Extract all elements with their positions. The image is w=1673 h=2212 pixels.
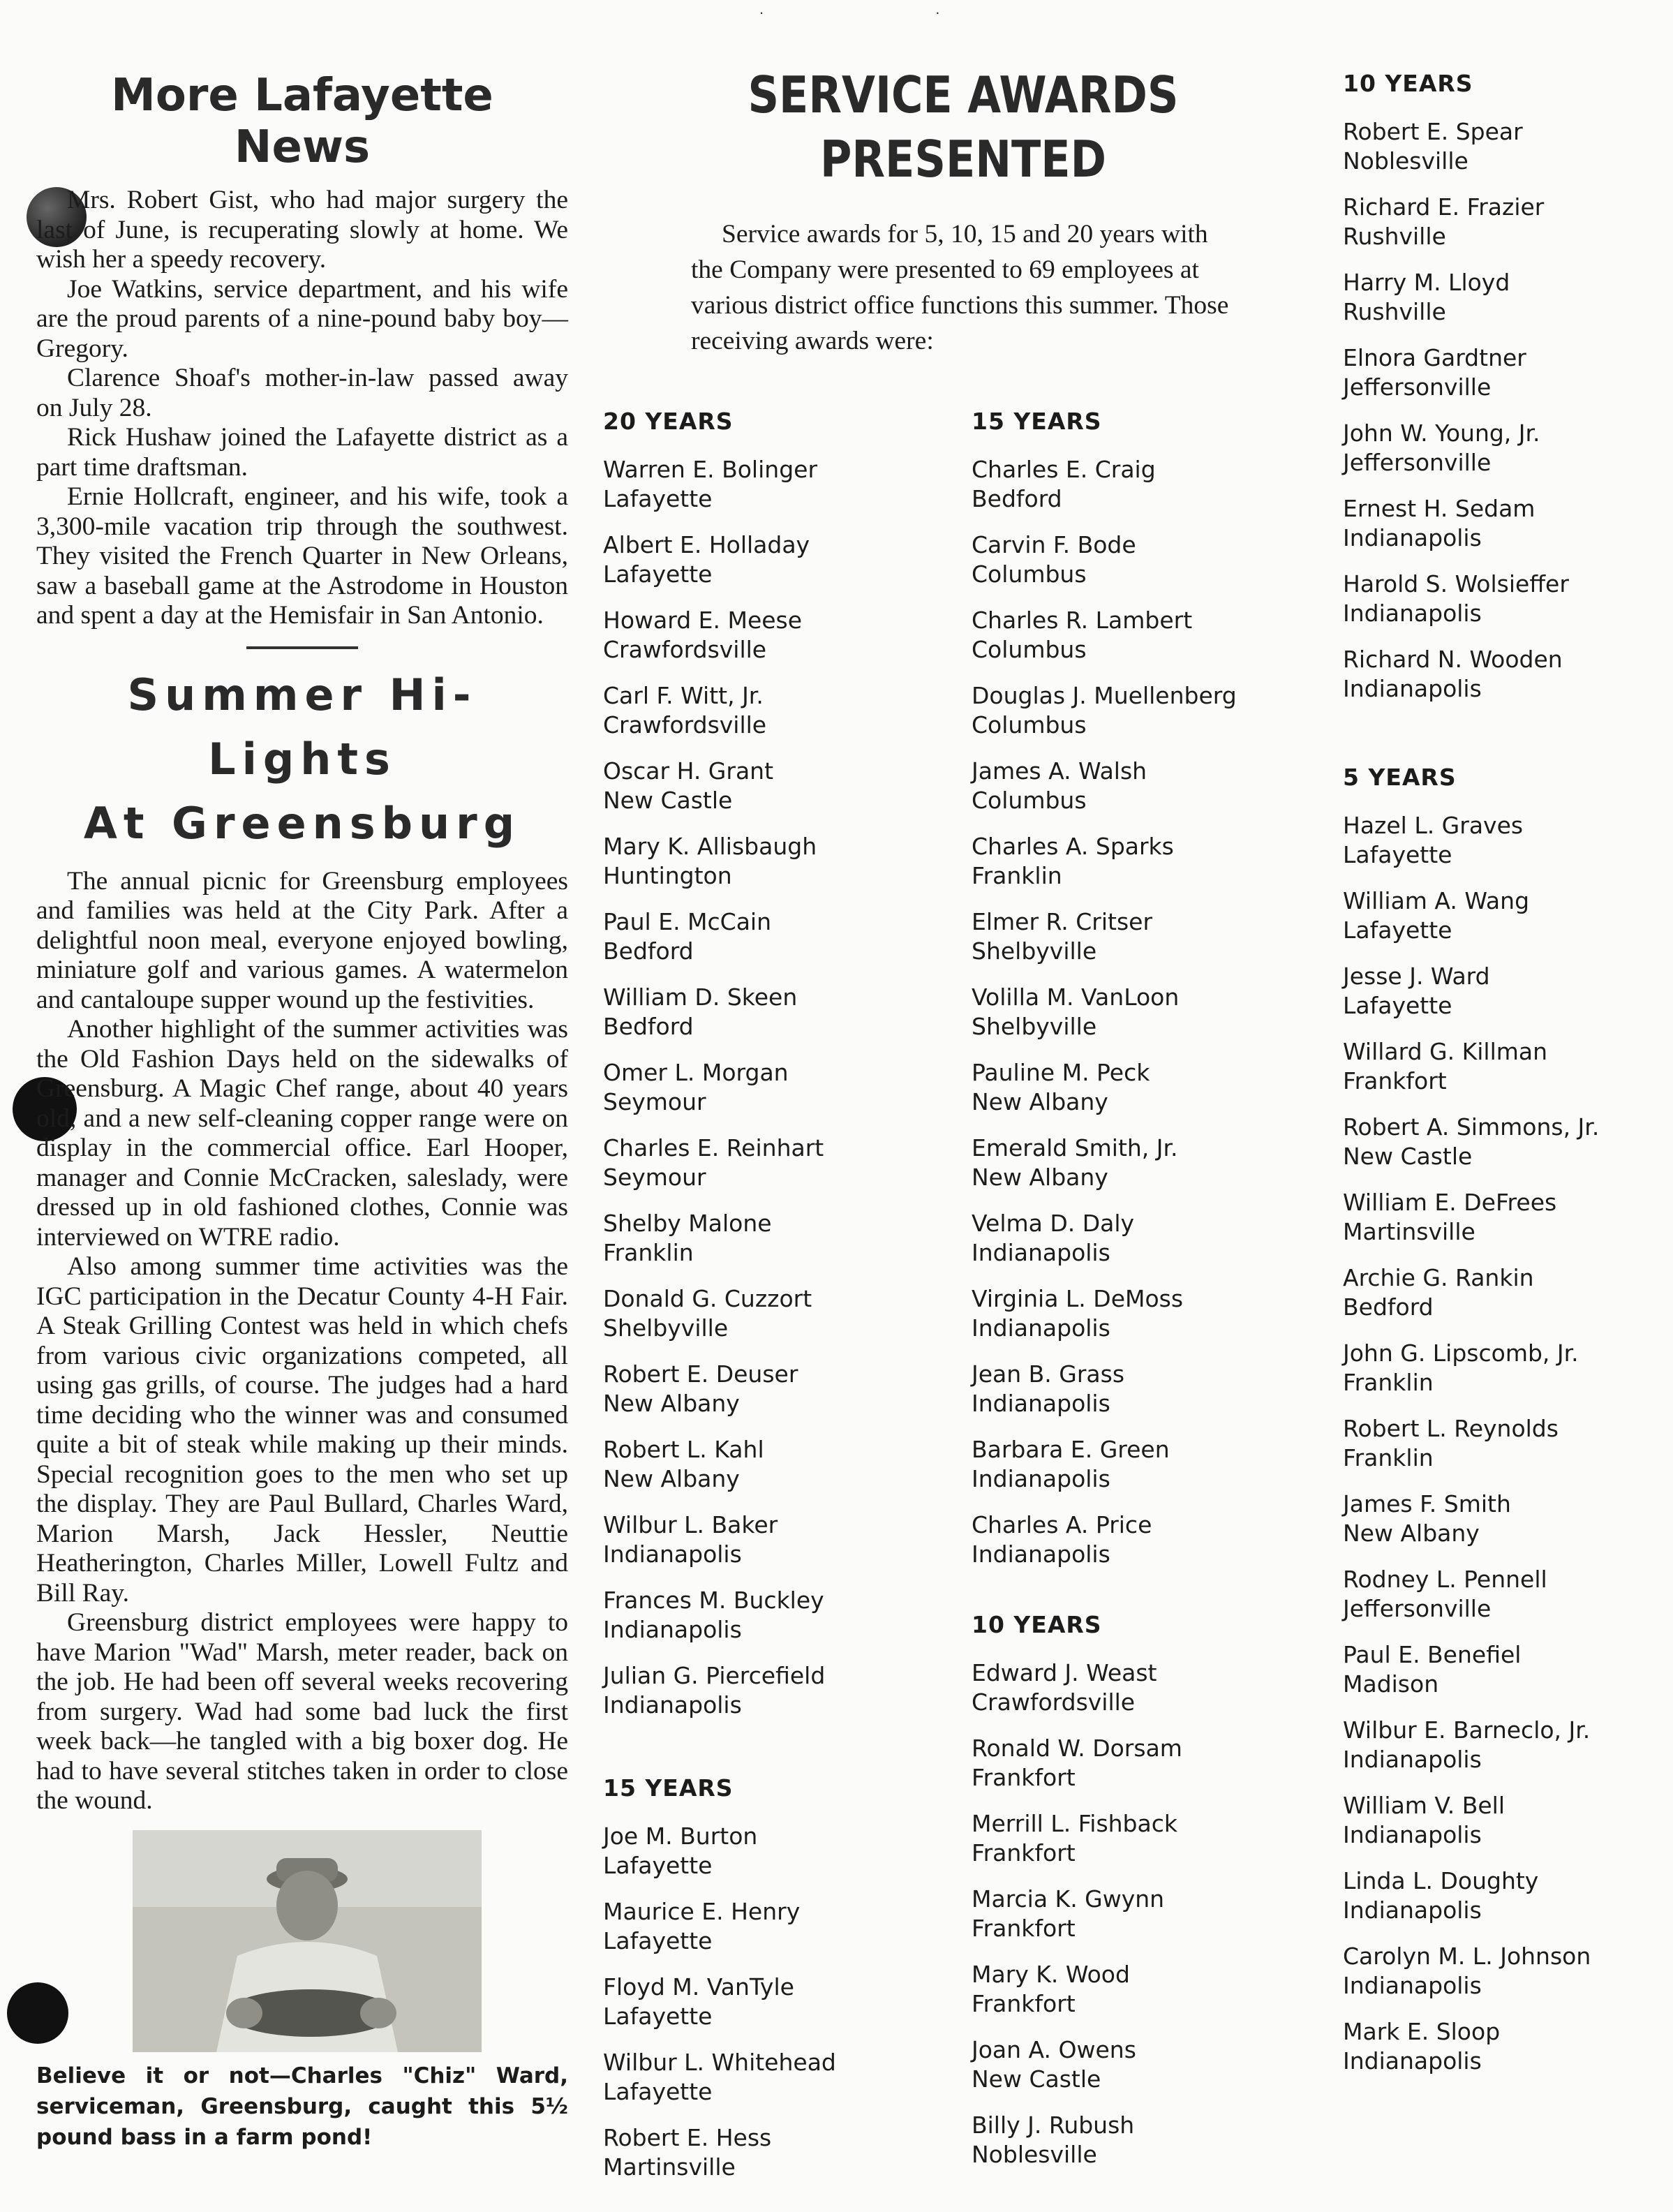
recipient-location: Lafayette (603, 2003, 713, 2030)
recipient-location: Columbus (972, 787, 1087, 814)
recipient-location: Franklin (972, 862, 1062, 889)
recipient-name: Charles E. Reinhart (603, 1134, 824, 1161)
recipient-name: Wilbur E. Barneclo, Jr. (1343, 1716, 1591, 1744)
page-top-marks: . . (759, 0, 1024, 17)
recipient-name: Linda L. Doughty (1343, 1867, 1539, 1894)
award-entry (603, 1209, 836, 1268)
award-entry (972, 907, 1237, 966)
award-entry (972, 1435, 1237, 1494)
award-entry (1343, 1565, 1599, 1624)
award-entry (972, 832, 1237, 891)
award-entry (972, 681, 1237, 740)
recipient-location: Columbus (972, 561, 1087, 588)
recipient-location: Indianapolis (972, 1541, 1110, 1568)
award-entry (603, 1897, 836, 1956)
award-entry (1343, 1490, 1599, 1548)
section-heading: 15 YEARS (972, 408, 1102, 435)
award-entry (603, 1973, 836, 2031)
recipient-name: Emerald Smith, Jr. (972, 1134, 1178, 1161)
award-list (1343, 117, 1599, 704)
recipient-location: New Albany (603, 1390, 740, 1417)
recipient-location: Huntington (603, 862, 732, 889)
fisherman-photo (133, 1830, 482, 2052)
service-awards-header (691, 63, 1235, 359)
recipient-location: Noblesville (1343, 147, 1468, 175)
award-entry (603, 832, 836, 891)
recipient-name: Robert E. Deuser (603, 1360, 798, 1388)
recipient-location: Lafayette (603, 485, 713, 512)
award-entry (603, 455, 836, 514)
award-entry (1343, 1716, 1599, 1774)
recipient-name: Robert A. Simmons, Jr. (1343, 1113, 1600, 1141)
recipient-name: Shelby Malone (603, 1210, 772, 1237)
recipient-location: Shelbyville (972, 1013, 1097, 1040)
award-entry (972, 1809, 1237, 1868)
recipient-name: Willard G. Killman (1343, 1038, 1548, 1065)
award-entry (603, 1661, 836, 1720)
recipient-location: Jeffersonville (1343, 1595, 1492, 1622)
recipient-name: Charles A. Sparks (972, 833, 1174, 860)
recipient-location: Madison (1343, 1670, 1439, 1698)
award-entry (972, 983, 1237, 1041)
recipient-name: Maurice E. Henry (603, 1898, 801, 1925)
award-entry (972, 1885, 1237, 1943)
recipient-location: Indianapolis (1343, 1821, 1482, 1848)
award-entry (603, 606, 836, 665)
recipient-location: Frankfort (972, 1990, 1076, 2017)
recipient-name: Carvin F. Bode (972, 531, 1136, 558)
recipient-location: Jeffersonville (1343, 449, 1492, 476)
recipient-location: Lafayette (603, 1852, 713, 1879)
recipient-name: Merrill L. Fishback (972, 1810, 1177, 1837)
recipient-name: Archie G. Rankin (1343, 1264, 1534, 1291)
award-entry (603, 1058, 836, 1117)
award-entry (1343, 1263, 1599, 1322)
recipient-name: Paul E. McCain (603, 908, 772, 935)
recipient-location: Bedford (603, 1013, 694, 1040)
greensburg-body (36, 867, 568, 1816)
recipient-name: James F. Smith (1343, 1490, 1511, 1517)
paragraph: Joe Watkins, service department, and his wife are the proud parents of a nine-pound baby boy—Gregory. (36, 274, 568, 363)
recipient-name: Harold S. Wolsieffer (1343, 570, 1569, 597)
recipient-location: Shelbyville (603, 1314, 729, 1342)
recipient-name: Robert L. Reynolds (1343, 1415, 1559, 1442)
recipient-name: Richard N. Wooden (1343, 646, 1563, 673)
recipient-name: Charles R. Lambert (972, 607, 1193, 634)
award-entry (972, 1209, 1237, 1268)
award-entry (1343, 811, 1599, 870)
recipient-name: Wilbur L. Whitehead (603, 2049, 836, 2076)
recipient-location: New Castle (603, 787, 733, 814)
recipient-name: John W. Young, Jr. (1343, 420, 1540, 447)
award-entry (1343, 1791, 1599, 1850)
recipient-location: Indianapolis (1343, 1746, 1482, 1773)
recipient-name: Douglas J. Muellenberg (972, 682, 1237, 709)
recipient-location: Jeffersonville (1343, 373, 1492, 401)
award-list (972, 455, 1237, 1569)
award-entry (1343, 1113, 1599, 1171)
award-entry (603, 1435, 836, 1494)
recipient-location: New Castle (972, 2065, 1101, 2093)
recipient-name: Velma D. Daly (972, 1210, 1135, 1237)
award-entry (972, 2035, 1237, 2094)
award-entry (603, 530, 836, 589)
recipient-location: New Albany (603, 1465, 740, 1492)
paragraph: Another highlight of the summer activities was the Old Fashion Days held on the sidewalks of Greensburg. A Magic Chef range, about 40 years old, and a new self-cleaning copper range were on display in the commercial office. Earl Hooper, manager and Connie McCracken, saleslady, were dressed up in old fashioned clothes, Connie was interviewed on WTRE radio. (36, 1015, 568, 1252)
recipient-location: Lafayette (1343, 916, 1452, 944)
recipient-location: Indianapolis (1343, 675, 1482, 702)
awards-column-3 (1343, 70, 1599, 2093)
award-entry (972, 1734, 1237, 1792)
recipient-name: Albert E. Holladay (603, 531, 810, 558)
award-entry (1343, 962, 1599, 1020)
recipient-location: Indianapolis (1343, 2047, 1482, 2074)
award-entry (1343, 1640, 1599, 1699)
award-entry (1343, 2017, 1599, 2076)
recipient-location: Crawfordsville (603, 636, 767, 663)
recipient-name: Robert E. Spear (1343, 118, 1523, 145)
recipient-name: Ronald W. Dorsam (972, 1735, 1182, 1762)
paragraph: Ernie Hollcraft, engineer, and his wife, took a 3,300-mile vacation trip through the southwest. They visited the French Quarter in New Orleans, saw a baseball game at the Astrodome in Houston and spent a day at the Hemisfair in San Antonio. (36, 482, 568, 630)
recipient-name: William V. Bell (1343, 1792, 1505, 1819)
section-heading: 10 YEARS (972, 1611, 1102, 1638)
left-column (36, 70, 568, 2153)
award-entry (972, 757, 1237, 815)
recipient-name: James A. Walsh (972, 757, 1147, 785)
recipient-name: Joan A. Owens (972, 2036, 1136, 2063)
award-entry (972, 2111, 1237, 2169)
award-entry (603, 1586, 836, 1645)
recipient-name: Jean B. Grass (972, 1360, 1125, 1388)
awards-column-1 (603, 408, 836, 2199)
fisherman-photo-image (133, 1830, 482, 2052)
paragraph: Clarence Shoaf's mother-in-law passed away on July 28. (36, 364, 568, 422)
recipient-name: Rodney L. Pennell (1343, 1566, 1547, 1593)
award-entry (972, 1360, 1237, 1418)
award-entry (972, 1134, 1237, 1192)
recipient-name: Joe M. Burton (603, 1823, 758, 1850)
recipient-location: Seymour (603, 1164, 706, 1191)
award-entry (603, 907, 836, 966)
award-entry (603, 757, 836, 815)
recipient-location: Indianapolis (972, 1239, 1110, 1266)
paragraph: The annual picnic for Greensburg employees and families was held at the City Park. After a delightful noon meal, everyone enjoyed bowling, miniature golf and various games. A watermelon and cantaloupe supper wound up the festivities. (36, 866, 568, 1014)
recipient-name: Billy J. Rubush (972, 2111, 1135, 2139)
paragraph: Rick Hushaw joined the Lafayette district as a part time draftsman. (36, 423, 568, 482)
recipient-name: Frances M. Buckley (603, 1587, 824, 1614)
recipient-name: Edward J. Weast (972, 1659, 1157, 1686)
recipient-location: Franklin (603, 1239, 694, 1266)
recipient-name: Wilbur L. Baker (603, 1511, 778, 1538)
award-entry (972, 1510, 1237, 1569)
recipient-location: Frankfort (972, 1764, 1076, 1791)
recipient-location: Indianapolis (603, 1691, 742, 1719)
section-heading: 20 YEARS (603, 408, 734, 435)
recipient-location: Indianapolis (972, 1314, 1110, 1342)
award-entry (1343, 645, 1599, 704)
recipient-location: New Albany (1343, 1520, 1480, 1547)
recipient-name: Floyd M. VanTyle (603, 1973, 794, 2001)
paragraph: Greensburg district employees were happy to have Marion "Wad" Marsh, meter reader, back on the job. He had been off several weeks recovering from surgery. Wad had some bad luck the first week back—he tangled with a big boxer dog. He had to have several stitches taken in order to close the wound. (36, 1608, 568, 1815)
recipient-name: William D. Skeen (603, 983, 798, 1011)
recipient-location: Seymour (603, 1088, 706, 1115)
award-entry (1343, 570, 1599, 628)
recipient-location: Martinsville (603, 2153, 736, 2181)
award-entry (603, 681, 836, 740)
recipient-name: Charles A. Price (972, 1511, 1152, 1538)
award-entry (603, 1510, 836, 1569)
recipient-location: Indianapolis (1343, 1972, 1482, 1999)
greensburg-title-line1: Summer Hi-Lights (127, 669, 477, 785)
recipient-location: Indianapolis (603, 1616, 742, 1643)
award-entry (603, 1360, 836, 1418)
recipient-name: Jesse J. Ward (1343, 963, 1490, 990)
recipient-name: Donald G. Cuzzort (603, 1285, 812, 1312)
award-entry (1343, 343, 1599, 402)
award-entry (1343, 419, 1599, 477)
recipient-name: Mary K. Wood (972, 1961, 1130, 1988)
recipient-name: Volilla M. VanLoon (972, 983, 1180, 1011)
recipient-location: Noblesville (972, 2141, 1097, 2168)
awards-column-2 (972, 408, 1237, 2186)
recipient-name: Paul E. Benefiel (1343, 1641, 1522, 1668)
recipient-location: Bedford (972, 485, 1062, 512)
recipient-name: Warren E. Bolinger (603, 456, 818, 483)
greensburg-title-line2: At Greensburg (83, 797, 521, 849)
paragraph: Mrs. Robert Gist, who had major surgery the last of June, is recuperating slowly at home. We wish her a speedy recovery. (36, 186, 568, 274)
recipient-name: Julian G. Piercefield (603, 1662, 826, 1689)
award-list (1343, 811, 1599, 2076)
recipient-name: Marcia K. Gwynn (972, 1885, 1165, 1913)
recipient-location: Shelbyville (972, 937, 1097, 965)
award-entry (972, 530, 1237, 589)
recipient-name: Robert L. Kahl (603, 1436, 764, 1463)
recipient-location: Frankfort (1343, 1067, 1447, 1094)
recipient-location: New Castle (1343, 1143, 1473, 1170)
recipient-name: Harry M. Lloyd (1343, 269, 1510, 296)
recipient-location: Indianapolis (972, 1390, 1110, 1417)
award-entry (1343, 494, 1599, 553)
recipient-location: Lafayette (1343, 841, 1452, 868)
recipient-location: Franklin (1343, 1444, 1434, 1471)
service-awards-title-line1: SERVICE AWARDS (748, 66, 1179, 124)
recipient-location: Lafayette (603, 1927, 713, 1954)
recipient-location: Lafayette (603, 561, 713, 588)
recipient-name: Mary K. Allisbaugh (603, 833, 817, 860)
recipient-location: Franklin (1343, 1369, 1434, 1396)
recipient-name: Carolyn M. L. Johnson (1343, 1943, 1591, 1970)
award-entry (603, 1822, 836, 1880)
section-heading: 5 YEARS (1343, 764, 1457, 791)
recipient-name: Elmer R. Critser (972, 908, 1153, 935)
service-awards-intro: Service awards for 5, 10, 15 and 20 years with the Company were presented to 69 employees at various district office functions this summer. Those receiving awards were: (691, 220, 1229, 355)
recipient-name: John G. Lipscomb, Jr. (1343, 1339, 1579, 1367)
award-entry (1343, 1188, 1599, 1247)
recipient-name: Omer L. Morgan (603, 1059, 789, 1086)
recipient-location: Martinsville (1343, 1218, 1475, 1245)
recipient-location: Indianapolis (1343, 1896, 1482, 1924)
recipient-location: Crawfordsville (603, 711, 767, 738)
recipient-name: Pauline M. Peck (972, 1059, 1150, 1086)
award-entry (972, 606, 1237, 665)
recipient-location: Rushville (1343, 223, 1446, 250)
award-entry (603, 983, 836, 1041)
award-entry (972, 1960, 1237, 2019)
award-entry (603, 2048, 836, 2107)
recipient-name: Howard E. Meese (603, 607, 803, 634)
award-entry (1343, 1866, 1599, 1925)
recipient-location: Crawfordsville (972, 1688, 1136, 1716)
recipient-name: Mark E. Sloop (1343, 2018, 1501, 2045)
award-entry (1343, 268, 1599, 327)
recipient-name: Hazel L. Graves (1343, 812, 1524, 839)
award-entry (1343, 886, 1599, 945)
recipient-name: William A. Wang (1343, 887, 1530, 914)
recipient-location: Rushville (1343, 298, 1446, 325)
recipient-location: Indianapolis (1343, 600, 1482, 627)
award-entry (972, 1058, 1237, 1117)
recipient-location: Frankfort (972, 1915, 1076, 1942)
award-entry (1343, 193, 1599, 251)
recipient-location: Indianapolis (1343, 524, 1482, 551)
award-list (972, 1658, 1237, 2169)
award-entry (1343, 117, 1599, 176)
recipient-name: Charles E. Craig (972, 456, 1156, 483)
lafayette-news-body (36, 186, 568, 631)
award-entry (1343, 1414, 1599, 1473)
recipient-location: Bedford (1343, 1293, 1434, 1321)
recipient-name: William E. DeFrees (1343, 1189, 1557, 1216)
award-entry (972, 1658, 1237, 1717)
recipient-name: Barbara E. Green (972, 1436, 1170, 1463)
award-entry (972, 1284, 1237, 1343)
award-entry (1343, 1339, 1599, 1397)
award-entry (1343, 1037, 1599, 1096)
recipient-location: Lafayette (603, 2078, 713, 2105)
recipient-location: Bedford (603, 937, 694, 965)
award-entry (603, 1284, 836, 1343)
recipient-name: Ernest H. Sedam (1343, 495, 1536, 522)
recipient-location: Columbus (972, 636, 1087, 663)
service-awards-title-line2: PRESENTED (819, 130, 1107, 188)
award-entry (603, 2123, 836, 2182)
recipient-name: Oscar H. Grant (603, 757, 774, 785)
recipient-location: Lafayette (1343, 992, 1452, 1019)
recipient-name: Richard E. Frazier (1343, 193, 1545, 221)
recipient-name: Carl F. Witt, Jr. (603, 682, 764, 709)
award-list (603, 455, 836, 1720)
award-entry (603, 1134, 836, 1192)
section-divider (246, 646, 358, 649)
lafayette-news-title: More Lafayette News (111, 70, 493, 173)
photo-caption: Believe it or not—Charles "Chiz" Ward, serviceman, Greensburg, caught this 5½ pound bass in a farm pond! (36, 2063, 568, 2150)
recipient-location: Indianapolis (603, 1541, 742, 1568)
recipient-name: Virginia L. DeMoss (972, 1285, 1184, 1312)
award-list (603, 1822, 836, 2182)
paragraph: Also among summer time activities was the IGC participation in the Decatur County 4-H Fair. A Steak Grilling Contest was held in which chefs from various civic organizations competed, all using gas grills, of course. The judges had a hard time deciding who the winner was and consumed quite a bit of steak while making up their minds. Special recognition goes to the men who set up the display. They are Paul Bullard, Charles Ward, Marion Marsh, Jack Hessler, Neuttie Heatherington, Charles Miller, Lowell Fultz and Bill Ray. (36, 1252, 568, 1608)
award-entry (1343, 1942, 1599, 2001)
recipient-location: Columbus (972, 711, 1087, 738)
recipient-name: Robert E. Hess (603, 2124, 772, 2151)
award-entry (972, 455, 1237, 514)
recipient-location: Frankfort (972, 1839, 1076, 1866)
recipient-location: New Albany (972, 1088, 1108, 1115)
section-heading: 10 YEARS (1343, 70, 1473, 97)
recipient-location: Indianapolis (972, 1465, 1110, 1492)
recipient-name: Elnora Gardtner (1343, 344, 1526, 371)
recipient-location: New Albany (972, 1164, 1108, 1191)
section-heading: 15 YEARS (603, 1774, 734, 1802)
